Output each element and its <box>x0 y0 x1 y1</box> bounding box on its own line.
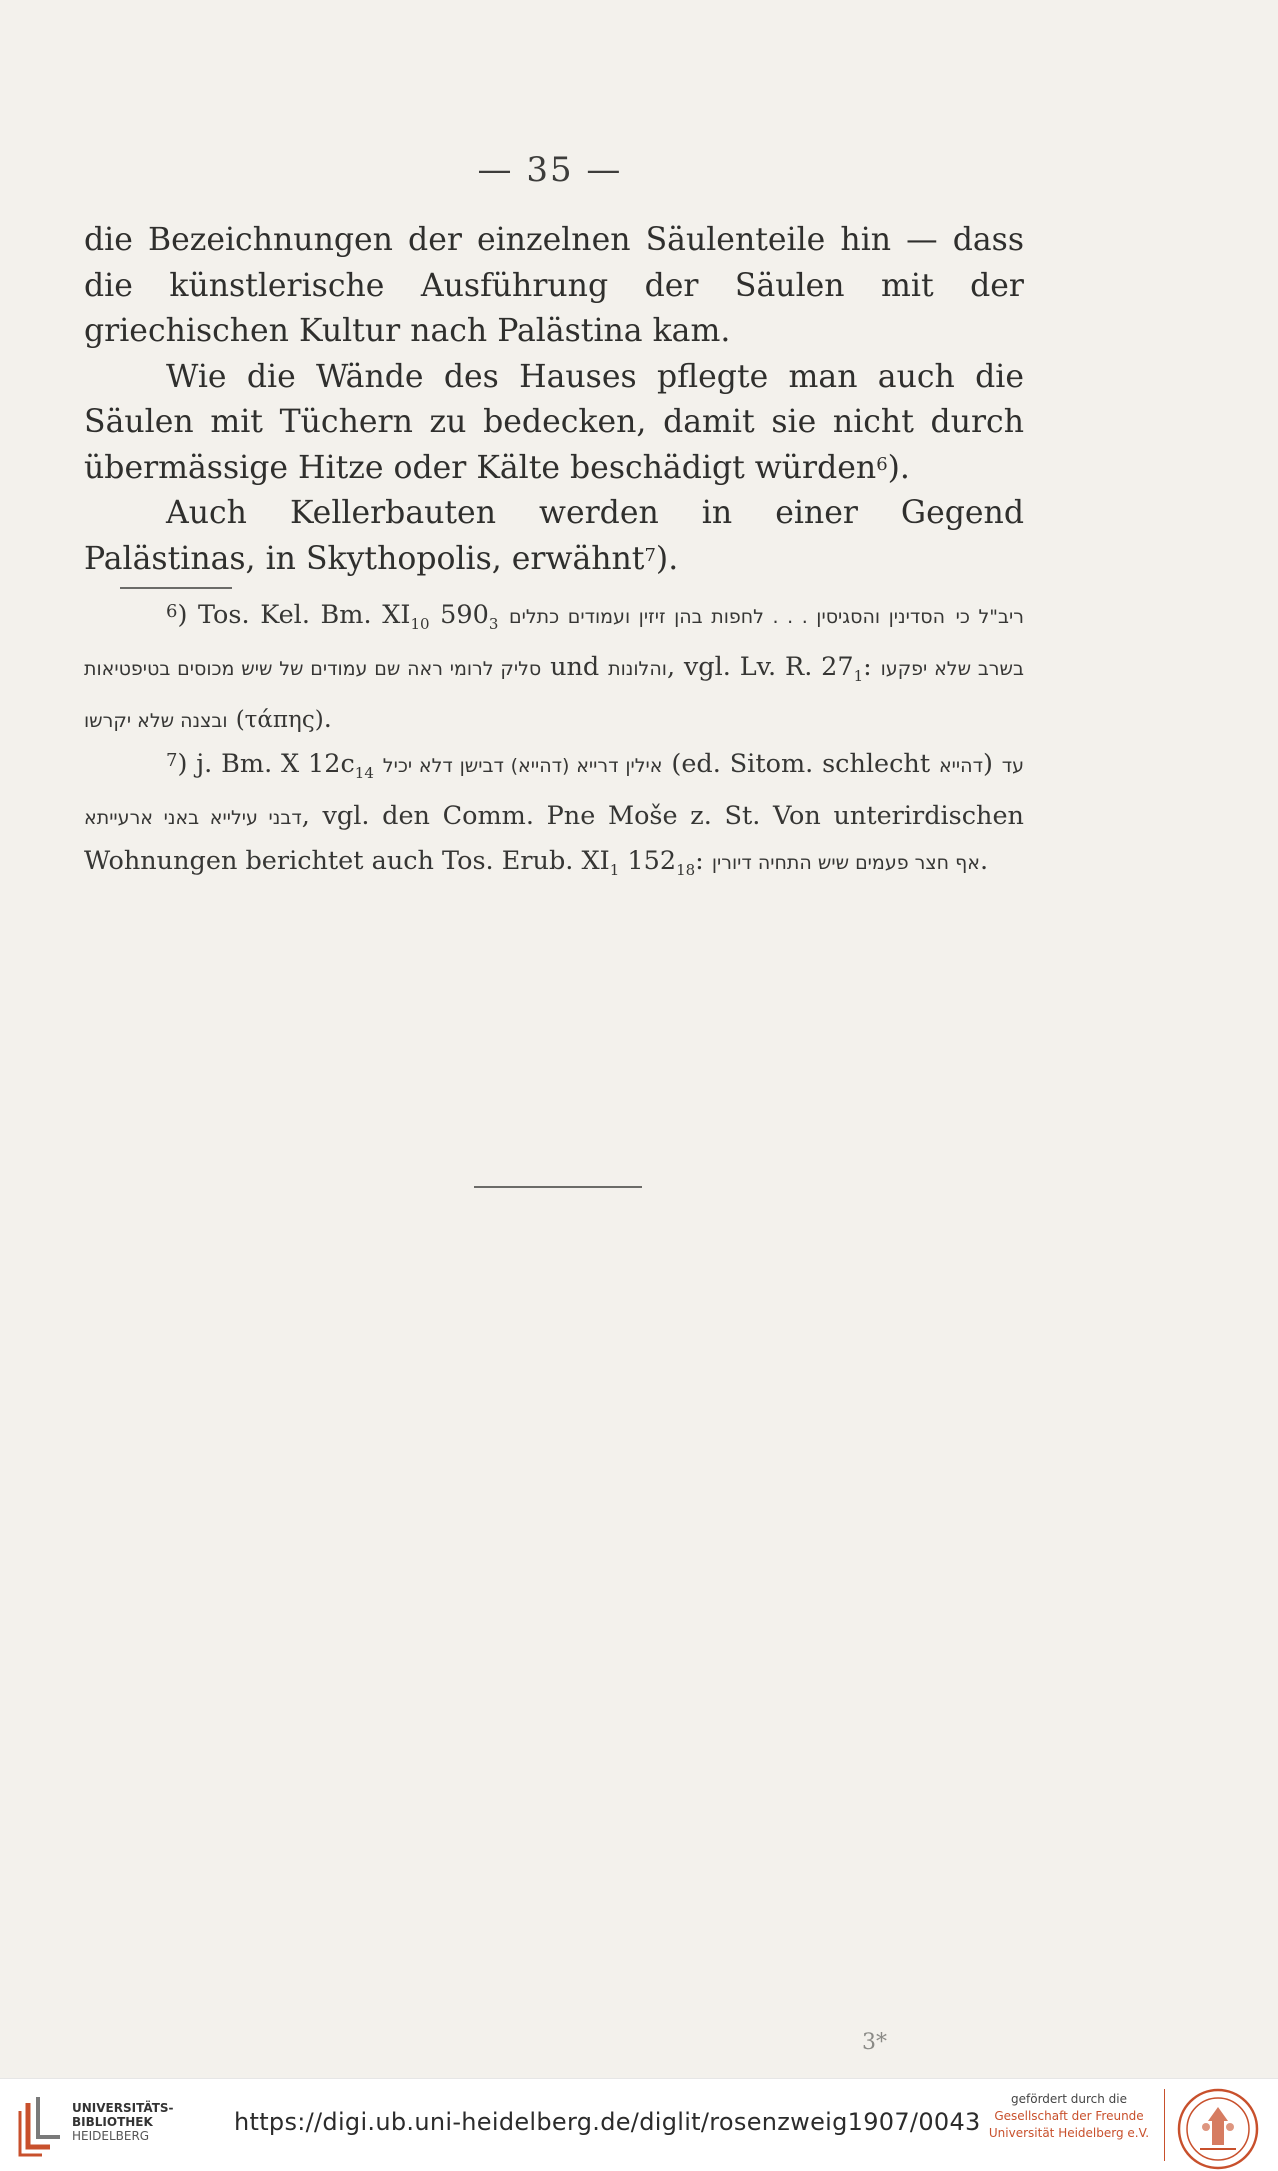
footnote-6-hebrew-2: ריב"ל כי סליק לרומי ראה שם עמודים של שיש מכוסים בטיפטיאות <box>84 606 1024 681</box>
university-seal-icon <box>1176 2087 1260 2171</box>
footnote-ref-6[interactable]: 6 <box>876 453 888 475</box>
footnote-6-und: und <box>541 652 609 683</box>
signature-mark: 3* <box>862 2030 887 2055</box>
footnote-7 <box>84 743 1024 892</box>
footnote-6-hebrew-4: בשרב שלא יפקעו ובצנה שלא יקרשו <box>84 658 1024 733</box>
footnote-6-greek: (τάπης) <box>235 707 324 734</box>
paragraph-2 <box>84 355 1024 492</box>
footer-bar <box>0 2078 1278 2171</box>
paragraph-1: die Bezeichnungen der einzelnen Säulenteile hin — dass die künstlerische Ausführung der Säulen mit der griechischen Kultur nach Palästina kam. <box>84 222 1024 349</box>
footnote-6 <box>84 594 1024 743</box>
footnote-7-edition: (ed. Sitom. schlecht <box>662 749 939 780</box>
paragraph-3-text: Auch Kellerbauten werden in einer Gegend Palästinas, in Skythopolis, erwähnt <box>84 495 1024 577</box>
sponsor-label: gefördert durch die <box>1011 2092 1127 2106</box>
permalink-url[interactable]: https://digi.ub.uni-heidelberg.de/diglit/rosenzweig1907/0043 <box>234 2108 981 2136</box>
footnote-6-sub-c: 1 <box>853 667 864 686</box>
footnote-6-hebrew-3: והלונות <box>608 658 667 681</box>
footnote-7-period: . <box>979 846 989 877</box>
paragraph-3-end: ). <box>655 540 679 577</box>
footnote-6-sub-b: 3 <box>488 615 499 634</box>
footnotes <box>84 594 1024 892</box>
footnote-6-sub-a: 10 <box>410 615 430 634</box>
footnote-ref-7[interactable]: 7 <box>644 544 656 566</box>
footnote-7-vgl: , vgl. den Comm. Pne Moše z. St. Von unterirdischen Wohnungen berichtet auch Tos. Erub. XI <box>84 801 1024 877</box>
footnote-6-marker: 6 <box>166 601 178 622</box>
separator-rule <box>474 1186 642 1188</box>
library-name-line-3: HEIDELBERG <box>72 2129 150 2143</box>
footnote-7-hebrew-1: אילין דרייא (דהייא) דבישן דלא יכיל <box>382 755 663 778</box>
footnote-6-space-2 <box>228 704 236 734</box>
footnote-6-space <box>945 600 956 630</box>
footnote-6-vgl: , vgl. Lv. R. 27 <box>666 652 854 683</box>
sponsor-org-line-2: Universität Heidelberg e.V. <box>988 2126 1150 2140</box>
footnote-7-colon: : <box>695 846 712 877</box>
sponsor-org-line-1: Gesellschaft der Freunde <box>994 2109 1144 2123</box>
library-logo-icon <box>14 2093 66 2157</box>
footnote-6-citation: ) Tos. Kel. Bm. XI <box>177 600 411 630</box>
paragraph-3 <box>84 491 1024 582</box>
footnote-rule <box>120 587 232 589</box>
footnote-7-marker: 7 <box>166 750 178 772</box>
footnote-6-page: 590 <box>429 600 489 630</box>
footnote-6-period: . <box>323 704 332 735</box>
footnote-6-hebrew-1: הסדינין והסגיסין . . . לחפות בהן זיזין ועמודים כתלים <box>509 606 945 628</box>
footnote-7-sub-a: 14 <box>354 764 374 783</box>
paragraph-2-end: ). <box>887 449 910 486</box>
footnote-7-sub-c: 18 <box>676 861 696 880</box>
page-number: — 35 — <box>477 150 623 190</box>
paragraph-2-text: Wie die Wände des Hauses pflegte man auch die Säulen mit Tüchern zu bedecken, damit sie nicht durch übermässige Hitze oder Kälte beschädigt würden <box>84 358 1024 486</box>
footnote-7-sub-b: 1 <box>609 861 620 880</box>
footnote-7-hebrew-4: אף חצר פעמים שיש התחיה דיורין <box>711 852 980 875</box>
footnote-7-page: 152 <box>619 846 677 877</box>
footnote-7-hebrew-2: דהייא <box>938 755 983 778</box>
library-name-line-2: BIBLIOTHEK <box>72 2115 153 2129</box>
main-text <box>84 218 1024 582</box>
library-name <box>72 2101 174 2143</box>
library-name-line-1: UNIVERSITÄTS- <box>72 2101 174 2115</box>
footnote-7-citation: ) j. Bm. X 12c <box>177 749 355 780</box>
footnote-7-hebrew-3: עד דבני עילייא באני ארעייתא <box>84 755 1025 830</box>
footnote-7-paren: ) <box>982 749 1002 780</box>
sponsor-info <box>986 2091 1152 2142</box>
footer-divider <box>1164 2089 1165 2161</box>
footnote-6-colon: : <box>863 652 881 683</box>
